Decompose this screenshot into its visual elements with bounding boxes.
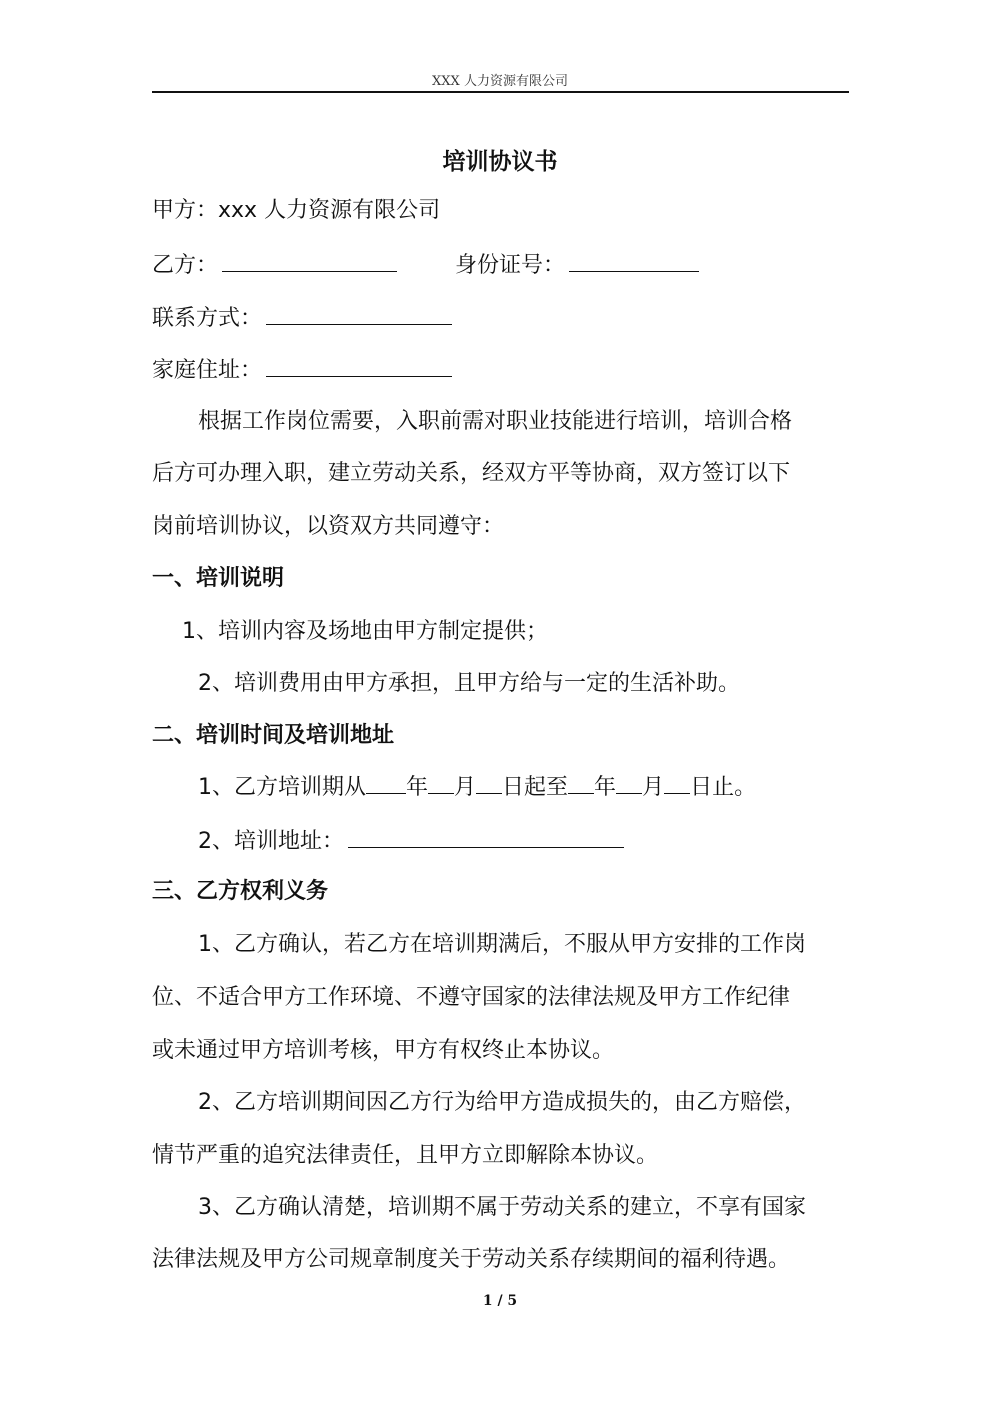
paragraph-line: 或未通过甲方培训考核，甲方有权终止本协议。 — [152, 1038, 615, 1063]
year-label: 年 — [594, 775, 617, 800]
party-b-name-blank[interactable] — [222, 249, 397, 272]
id-number-blank[interactable] — [569, 249, 699, 272]
document-title: 培训协议书 — [442, 148, 558, 175]
section-heading: 二、培训时间及培训地址 — [152, 723, 395, 748]
contact-blank[interactable] — [266, 302, 452, 325]
intro-line: 岗前培训协议，以资双方共同遵守： — [152, 514, 505, 539]
paragraph-line: 2、乙方培训期间因乙方行为给甲方造成损失的，由乙方赔偿， — [198, 1090, 806, 1115]
period-prefix: 1、乙方培训期从 — [198, 775, 366, 800]
paragraph-line: 1、乙方确认，若乙方在培训期满后，不服从甲方安排的工作岗 — [198, 932, 806, 957]
intro-line: 后方可办理入职，建立劳动关系，经双方平等协商，双方签订以下 — [152, 461, 791, 486]
paragraph-line: 位、不适合甲方工作环境、不遵守国家的法律法规及甲方工作纪律 — [152, 985, 791, 1010]
party-a-value: xxx 人力资源有限公司 — [218, 198, 441, 223]
start-day-blank[interactable] — [476, 773, 502, 794]
training-location-line — [198, 825, 624, 857]
header-divider — [152, 91, 849, 93]
section-heading: 一、培训说明 — [152, 566, 285, 591]
paragraph-line: 3、乙方确认清楚，培训期不属于劳动关系的建立，不享有国家 — [198, 1195, 806, 1220]
intro-line: 根据工作岗位需要，入职前需对职业技能进行培训，培训合格 — [198, 409, 793, 434]
section-item: 2、培训费用由甲方承担，且甲方给与一定的生活补助。 — [198, 671, 740, 696]
location-blank[interactable] — [348, 825, 624, 848]
location-label: 2、培训地址： — [198, 829, 344, 854]
party-a-line — [152, 196, 440, 226]
party-b-line — [152, 249, 699, 281]
training-period-line — [198, 773, 756, 803]
day-to-label: 日止。 — [690, 775, 757, 800]
month-label: 月 — [642, 775, 665, 800]
start-year-blank[interactable] — [366, 773, 406, 794]
page-number: 1 / 5 — [482, 1293, 518, 1309]
month-label: 月 — [454, 775, 477, 800]
paragraph-line: 情节严重的追究法律责任，且甲方立即解除本协议。 — [152, 1143, 659, 1168]
start-month-blank[interactable] — [428, 773, 454, 794]
year-label: 年 — [406, 775, 429, 800]
section-item: 1、培训内容及场地由甲方制定提供； — [182, 619, 548, 644]
address-blank[interactable] — [266, 354, 452, 377]
day-from-label: 日起至 — [502, 775, 569, 800]
section-heading: 三、乙方权利义务 — [152, 879, 329, 904]
contact-line — [152, 302, 452, 334]
address-line — [152, 354, 452, 386]
contact-label: 联系方式： — [152, 306, 263, 331]
party-b-label: 乙方： — [152, 253, 219, 278]
paragraph-line: 法律法规及甲方公司规章制度关于劳动关系存续期间的福利待遇。 — [152, 1247, 791, 1272]
end-day-blank[interactable] — [664, 773, 690, 794]
party-a-label: 甲方： — [152, 198, 219, 223]
end-month-blank[interactable] — [616, 773, 642, 794]
id-number-label: 身份证号： — [455, 253, 566, 278]
end-year-blank[interactable] — [568, 773, 594, 794]
page-header: XXX 人力资源有限公司 — [432, 74, 568, 89]
address-label: 家庭住址： — [152, 358, 263, 383]
